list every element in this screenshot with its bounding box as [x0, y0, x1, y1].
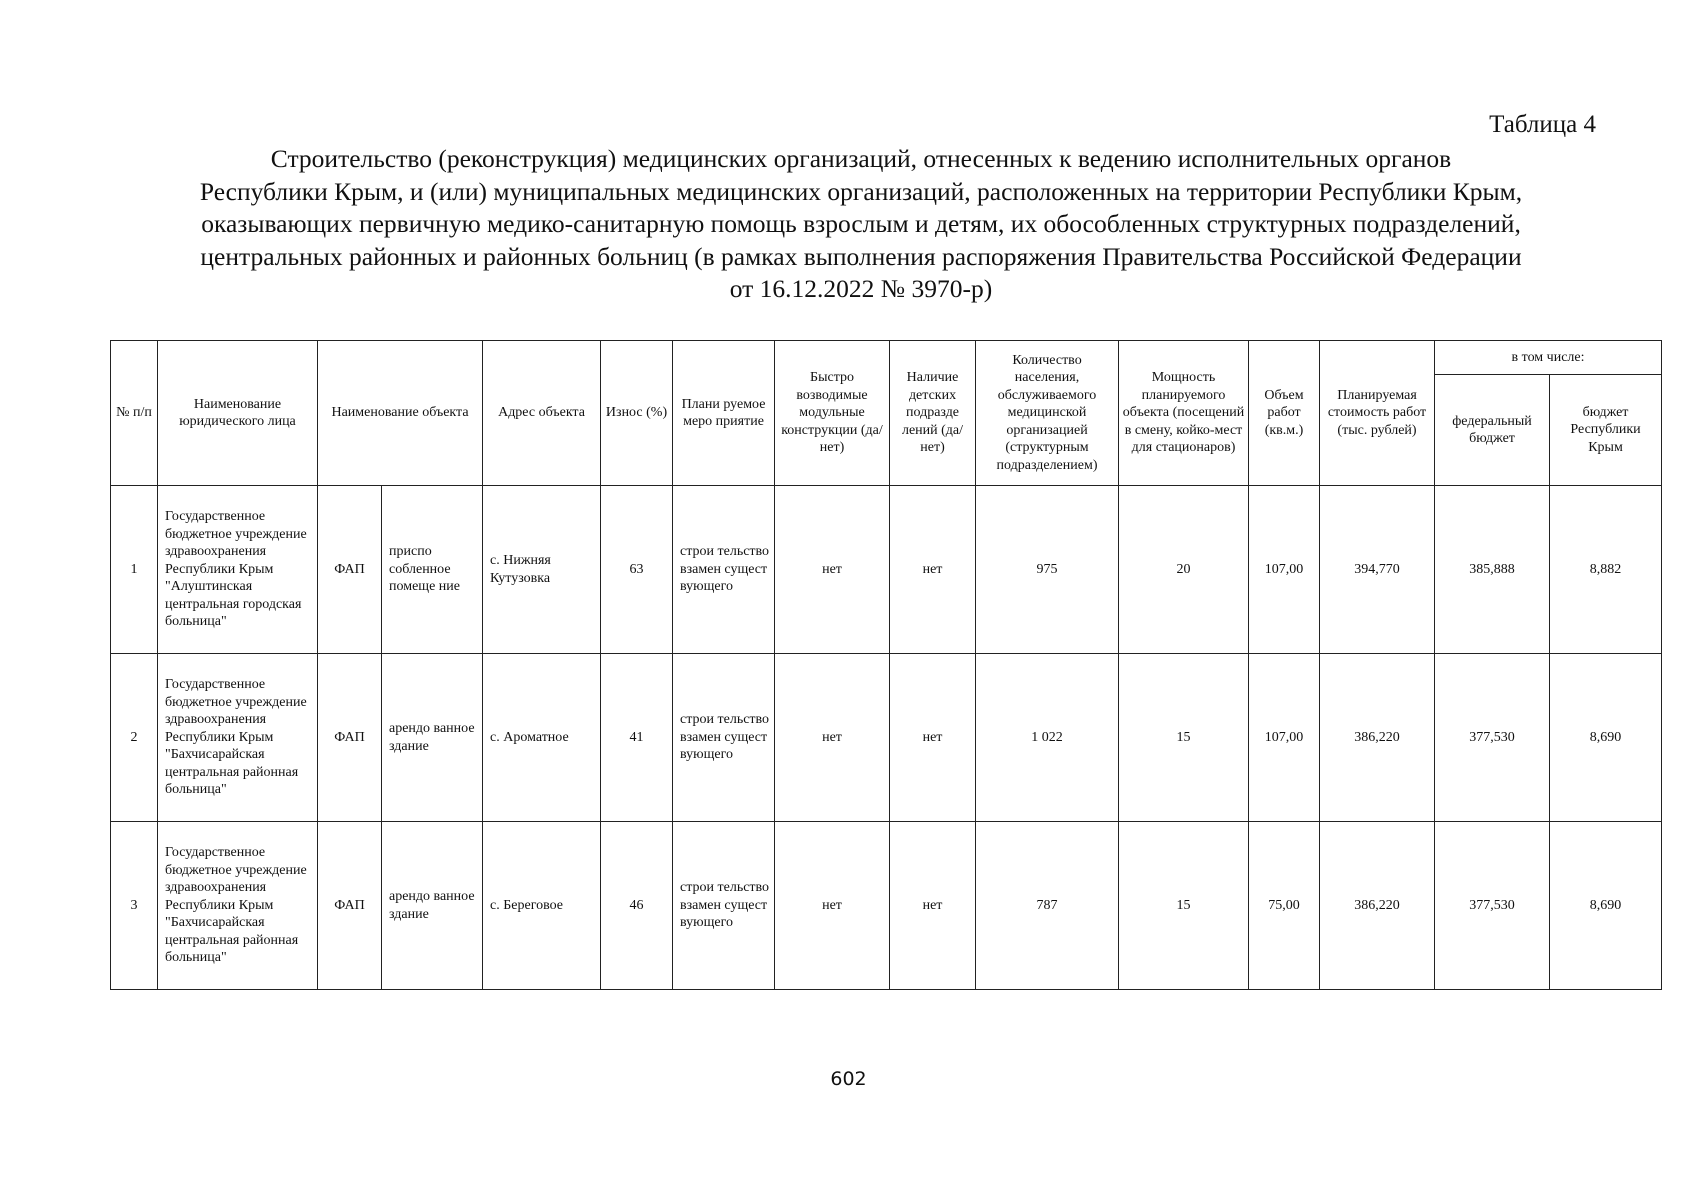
page-number: 602: [830, 1068, 867, 1090]
cell-planned-measure: строи тельство взамен сущест вующего: [673, 486, 775, 654]
title-line: Строительство (реконструкция) медицинских организаций, отнесенных к ведению исполнительных органов: [270, 144, 1452, 173]
cell-wear: 63: [601, 486, 673, 654]
cell-num: 1: [111, 486, 158, 654]
header-children-units: Наличие детских подразде лений (да/нет): [890, 341, 976, 486]
cell-num: 2: [111, 654, 158, 822]
cell-object-type: ФАП: [318, 822, 382, 990]
cell-modular: нет: [775, 654, 890, 822]
cell-num: 3: [111, 822, 158, 990]
cell-population: 787: [976, 822, 1119, 990]
cell-wear: 46: [601, 822, 673, 990]
cell-address: с. Нижняя Кутузовка: [483, 486, 601, 654]
header-legal-entity: Наименование юридического лица: [158, 341, 318, 486]
header-crimea-budget: бюджет Республики Крым: [1550, 375, 1662, 486]
cell-volume: 107,00: [1249, 654, 1320, 822]
header-federal-budget: федеральный бюджет: [1435, 375, 1550, 486]
table-row: [111, 654, 1662, 822]
cell-planned-cost: 386,220: [1320, 654, 1435, 822]
title-line: от 16.12.2022 № 3970-р): [729, 274, 993, 303]
title-line: Республики Крым, и (или) муниципальных медицинских организаций, расположенных на территории Республики Крым,: [199, 176, 1523, 206]
cell-volume: 75,00: [1249, 822, 1320, 990]
cell-crimea-budget: 8,882: [1550, 486, 1662, 654]
table-label: Таблица 4: [1489, 111, 1596, 138]
title-line: центральных районных и районных больниц (в рамках выполнения распоряжения Правительства Российской Федерации: [200, 241, 1522, 271]
cell-object-type: ФАП: [318, 654, 382, 822]
header-capacity: Мощность планируемого объекта (посещений в смену, койко-мест для стационаров): [1119, 341, 1249, 486]
cell-address: с. Ароматное: [483, 654, 601, 822]
header-wear: Износ (%): [601, 341, 673, 486]
cell-legal-entity: Государственное бюджетное учреждение здравоохранения Республики Крым "Бахчисарайская центральная районная больница": [158, 822, 318, 990]
header-address: Адрес объекта: [483, 341, 601, 486]
document-title: [110, 143, 1612, 306]
header-planned-measure: Плани руемое меро приятие: [673, 341, 775, 486]
table-row: [111, 486, 1662, 654]
cell-capacity: 15: [1119, 822, 1249, 990]
construction-table: [110, 340, 1662, 990]
cell-federal-budget: 377,530: [1435, 822, 1550, 990]
cell-legal-entity: Государственное бюджетное учреждение здравоохранения Республики Крым "Алуштинская центральная городская больница": [158, 486, 318, 654]
cell-planned-measure: строи тельство взамен сущест вующего: [673, 654, 775, 822]
header-population: Количество населения, обслуживаемого медицинской организацией (структурным подразделением): [976, 341, 1119, 486]
cell-federal-budget: 377,530: [1435, 654, 1550, 822]
cell-object-type: ФАП: [318, 486, 382, 654]
header-planned-cost: Планируемая стоимость работ (тыс. рублей): [1320, 341, 1435, 486]
cell-wear: 41: [601, 654, 673, 822]
cell-address: с. Береговое: [483, 822, 601, 990]
cell-children-units: нет: [890, 822, 976, 990]
header-num: № п/п: [111, 341, 158, 486]
cell-planned-cost: 386,220: [1320, 822, 1435, 990]
cell-crimea-budget: 8,690: [1550, 654, 1662, 822]
title-line: оказывающих первичную медико-санитарную помощь взрослым и детям, их обособленных структурных подразделений,: [201, 209, 1521, 238]
cell-volume: 107,00: [1249, 486, 1320, 654]
cell-legal-entity: Государственное бюджетное учреждение здравоохранения Республики Крым "Бахчисарайская центральная районная больница": [158, 654, 318, 822]
header-row: [111, 341, 1662, 375]
cell-federal-budget: 385,888: [1435, 486, 1550, 654]
cell-modular: нет: [775, 822, 890, 990]
cell-modular: нет: [775, 486, 890, 654]
cell-population: 1 022: [976, 654, 1119, 822]
cell-planned-measure: строи тельство взамен сущест вующего: [673, 822, 775, 990]
header-including: в том числе:: [1435, 341, 1662, 375]
table-row: [111, 822, 1662, 990]
cell-object-desc: арендо ванное здание: [382, 654, 483, 822]
cell-object-desc: приспо собленное помеще ние: [382, 486, 483, 654]
cell-crimea-budget: 8,690: [1550, 822, 1662, 990]
cell-planned-cost: 394,770: [1320, 486, 1435, 654]
cell-capacity: 15: [1119, 654, 1249, 822]
header-modular: Быстро возводимые модульные конструкции (да/нет): [775, 341, 890, 486]
cell-population: 975: [976, 486, 1119, 654]
cell-capacity: 20: [1119, 486, 1249, 654]
cell-children-units: нет: [890, 654, 976, 822]
header-volume: Объем работ (кв.м.): [1249, 341, 1320, 486]
header-object-name: Наименование объекта: [318, 341, 483, 486]
cell-object-desc: арендо ванное здание: [382, 822, 483, 990]
cell-children-units: нет: [890, 486, 976, 654]
